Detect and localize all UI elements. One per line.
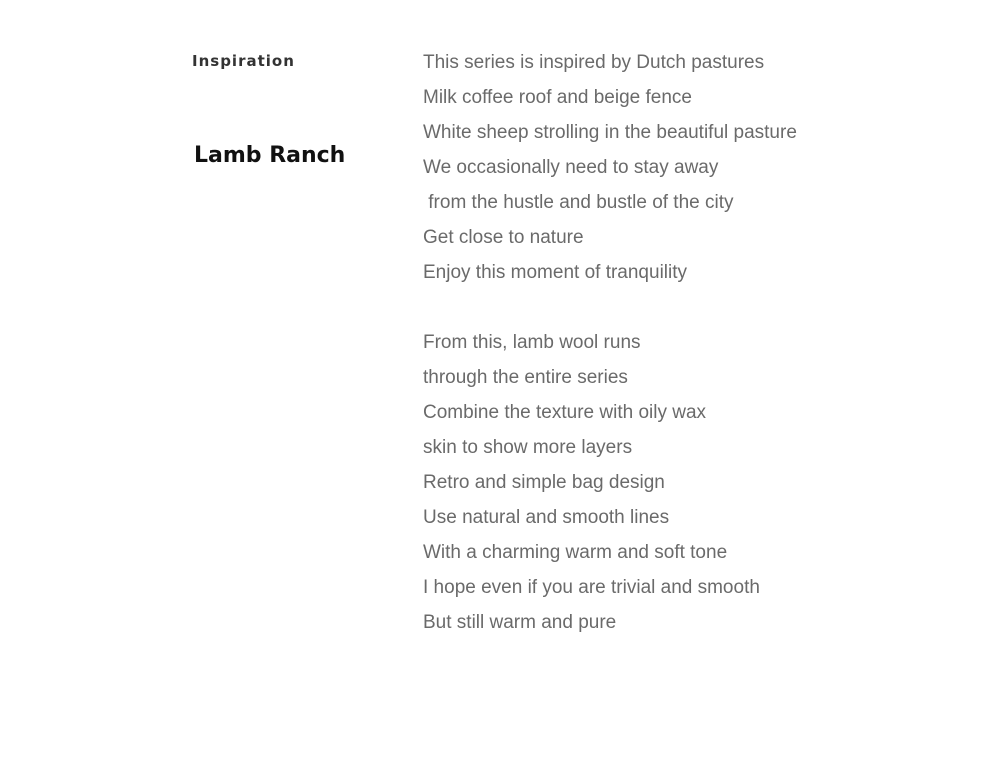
poem-line: White sheep strolling in the beautiful pasture <box>423 122 797 143</box>
poem-line-blank <box>423 290 943 325</box>
poem-line: Milk coffee roof and beige fence <box>423 87 692 108</box>
poem-line: from the hustle and bustle of the city <box>423 192 734 213</box>
poem-line: Combine the texture with oily wax <box>423 402 707 423</box>
poem-line: Enjoy this moment of tranquility <box>423 262 688 283</box>
poem-line: skin to show more layers <box>423 437 633 458</box>
poem-line: I hope even if you are trivial and smooth <box>423 577 760 598</box>
poem-line: With a charming warm and soft tone <box>423 542 728 563</box>
poem-line: Retro and simple bag design <box>423 472 665 493</box>
series-title: Lamb Ranch <box>194 143 346 168</box>
poem-line: This series is inspired by Dutch pastures <box>423 52 765 73</box>
poem-line: From this, lamb wool runs <box>423 332 641 353</box>
poem-line: But still warm and pure <box>423 612 617 633</box>
poem-line: Get close to nature <box>423 227 584 248</box>
poem-text <box>423 45 943 640</box>
section-label: Inspiration <box>192 52 295 70</box>
poem-line: Use natural and smooth lines <box>423 507 670 528</box>
poem-line: We occasionally need to stay away <box>423 157 719 178</box>
poem-line: through the entire series <box>423 367 628 388</box>
